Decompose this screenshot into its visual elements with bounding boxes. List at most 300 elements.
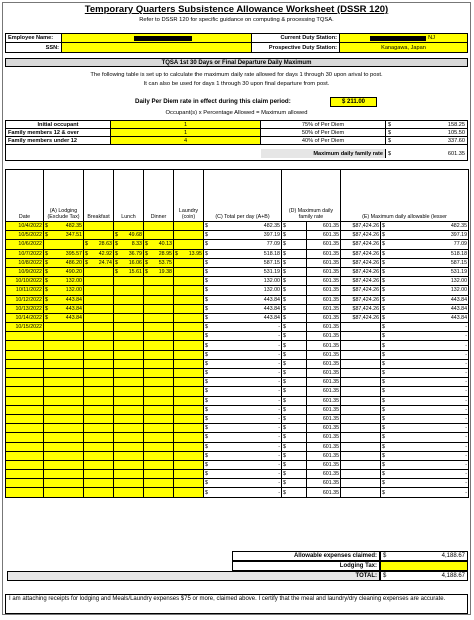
total-cell: $ - (205, 480, 280, 487)
laundry-input[interactable] (174, 313, 204, 322)
date-input[interactable]: 10/8/2022 (6, 258, 44, 267)
employee-name-field[interactable] (62, 34, 252, 42)
date-input[interactable] (6, 341, 44, 350)
total-cell: $ - (205, 379, 280, 386)
date-input[interactable]: 10/12/2022 (6, 295, 44, 304)
breakfast-input[interactable] (84, 414, 114, 423)
lodging-input[interactable] (44, 359, 84, 368)
lodging-input[interactable]: $ 482.35 (45, 223, 82, 230)
maxrate-cell: 601.35 (307, 442, 341, 451)
laundry-input[interactable] (174, 258, 204, 267)
breakfast-input[interactable] (84, 369, 114, 378)
table-row (6, 442, 469, 451)
total-cell: $ 132.00 (205, 278, 280, 285)
maxrate-dollar: $ (282, 405, 307, 414)
lodging-input[interactable] (44, 350, 84, 359)
laundry-input[interactable] (174, 451, 204, 460)
breakfast-input[interactable] (84, 396, 114, 405)
cumulative-cell: $87,424.26 (341, 240, 381, 249)
laundry-input[interactable] (174, 442, 204, 451)
table-row (6, 332, 469, 341)
worksheet-title: Temporary Quarters Subsistence Allowance Worksheet (DSSR 120) (84, 4, 389, 15)
employee-info-block (5, 33, 468, 53)
table-row (6, 369, 469, 378)
breakfast-input[interactable]: $ 42.92 (85, 250, 112, 257)
lunch-input[interactable] (114, 350, 144, 359)
lunch-input[interactable] (114, 341, 144, 350)
maxrate-dollar: $ (282, 277, 307, 286)
breakfast-input[interactable] (84, 387, 114, 396)
table-row (6, 240, 469, 249)
dinner-input[interactable] (144, 396, 174, 405)
laundry-input[interactable] (174, 240, 204, 249)
laundry-input[interactable] (174, 304, 204, 313)
lodging-tax-input[interactable] (380, 561, 468, 571)
allowable-claimed-value: $ 4,188.67 (380, 551, 468, 561)
maxrate-dollar: $ (282, 222, 307, 231)
breakfast-input[interactable] (84, 231, 114, 240)
date-input[interactable] (6, 479, 44, 488)
date-input[interactable] (6, 488, 44, 497)
per-diem-input[interactable]: $ 211.00 (330, 97, 377, 107)
lodging-input[interactable] (44, 405, 84, 414)
date-input[interactable] (6, 460, 44, 469)
breakfast-input[interactable] (84, 222, 114, 231)
laundry-input[interactable] (174, 488, 204, 497)
maxrate-dollar: $ (282, 332, 307, 341)
lodging-input[interactable]: $ 132.00 (45, 278, 82, 285)
cumulative-cell (341, 387, 381, 396)
lunch-input[interactable]: $ 8.33 (115, 241, 142, 248)
expense-table (5, 169, 469, 498)
maxrate-cell: 601.35 (307, 323, 341, 332)
lodging-input[interactable] (44, 470, 84, 479)
laundry-input[interactable] (174, 414, 204, 423)
lodging-input[interactable] (44, 488, 84, 497)
maxrate-dollar: $ (282, 433, 307, 442)
allowable-cell: $ 443.84 (382, 305, 468, 312)
breakfast-input[interactable] (84, 442, 114, 451)
dinner-input[interactable] (144, 350, 174, 359)
table-row (6, 359, 469, 368)
breakfast-input[interactable] (84, 277, 114, 286)
breakfast-input[interactable] (84, 424, 114, 433)
current-duty-label: Current Duty Station: (252, 34, 340, 42)
lunch-input[interactable]: $ 16.06 (115, 259, 142, 266)
breakfast-input[interactable] (84, 451, 114, 460)
date-input[interactable] (6, 433, 44, 442)
date-input[interactable]: 10/9/2022 (6, 267, 44, 276)
laundry-input[interactable] (174, 295, 204, 304)
maxrate-dollar: $ (282, 387, 307, 396)
lunch-input[interactable] (114, 451, 144, 460)
date-input[interactable] (6, 414, 44, 423)
date-input[interactable]: 10/15/2022 (6, 323, 44, 332)
maxrate-dollar: $ (282, 240, 307, 249)
date-input[interactable] (6, 350, 44, 359)
cumulative-cell: $87,424.26 (341, 258, 381, 267)
breakfast-input[interactable]: $ 28.63 (85, 241, 112, 248)
laundry-input[interactable] (174, 341, 204, 350)
dinner-input[interactable] (144, 424, 174, 433)
maxrate-cell: 601.35 (307, 387, 341, 396)
dinner-input[interactable] (144, 222, 174, 231)
maxrate-cell: 601.35 (307, 433, 341, 442)
lunch-input[interactable] (114, 369, 144, 378)
date-input[interactable]: 10/14/2022 (6, 313, 44, 322)
breakfast-input[interactable] (84, 267, 114, 276)
total-cell: $ 482.35 (205, 223, 280, 230)
table-header-row (6, 170, 469, 222)
dinner-input[interactable]: $ 53.75 (145, 259, 172, 266)
date-input[interactable]: 10/5/2022 (6, 231, 44, 240)
laundry-input[interactable] (174, 231, 204, 240)
current-duty-value: NJ (428, 35, 435, 41)
cumulative-cell (341, 451, 381, 460)
laundry-input[interactable] (174, 396, 204, 405)
maxrate-cell: 601.35 (307, 470, 341, 479)
lunch-input[interactable] (114, 479, 144, 488)
date-input[interactable] (6, 405, 44, 414)
lunch-input[interactable] (114, 222, 144, 231)
table-row (6, 231, 469, 240)
laundry-input[interactable] (174, 286, 204, 295)
maxrate-cell: 601.35 (307, 460, 341, 469)
lodging-input[interactable]: $ 347.51 (45, 232, 82, 239)
lodging-input[interactable] (44, 442, 84, 451)
total-cell: $ - (205, 434, 280, 441)
lodging-input[interactable] (44, 332, 84, 341)
total-cell: $ 132.00 (205, 287, 280, 294)
breakfast-input[interactable] (84, 488, 114, 497)
date-input[interactable]: 10/10/2022 (6, 277, 44, 286)
dinner-input[interactable] (144, 359, 174, 368)
date-input[interactable]: 10/7/2022 (6, 249, 44, 258)
maxrate-dollar: $ (282, 378, 307, 387)
table-row (6, 405, 469, 414)
total-cell: $ - (205, 461, 280, 468)
dinner-input[interactable] (144, 323, 174, 332)
date-input[interactable] (6, 396, 44, 405)
table-row (6, 387, 469, 396)
breakfast-input[interactable] (84, 304, 114, 313)
maxrate-dollar: $ (282, 231, 307, 240)
date-input[interactable] (6, 387, 44, 396)
maxrate-cell: 601.35 (307, 350, 341, 359)
lunch-input[interactable]: $ 36.79 (115, 250, 142, 257)
col-allowable: (E) Maximum daily allowable (lesser (341, 170, 469, 222)
lodging-input[interactable] (44, 387, 84, 396)
dinner-input[interactable] (144, 304, 174, 313)
allowable-cell: $ - (382, 480, 468, 487)
lunch-input[interactable] (114, 442, 144, 451)
date-input[interactable] (6, 378, 44, 387)
dinner-input[interactable] (144, 332, 174, 341)
maxrate-dollar: $ (282, 479, 307, 488)
maxrate-dollar: $ (282, 369, 307, 378)
allowable-cell: $ - (382, 324, 468, 331)
maxrate-cell: 601.35 (307, 231, 341, 240)
laundry-input[interactable] (174, 378, 204, 387)
lodging-input[interactable]: $ 395.57 (45, 250, 82, 257)
date-input[interactable]: 10/4/2022 (6, 222, 44, 231)
dinner-input[interactable] (144, 295, 174, 304)
lunch-input[interactable] (114, 304, 144, 313)
table-row (6, 295, 469, 304)
allowable-cell: $ - (382, 425, 468, 432)
total-cell: $ - (205, 471, 280, 478)
ssn-field[interactable] (62, 43, 252, 52)
lunch-input[interactable] (114, 359, 144, 368)
allowable-cell: $ - (382, 342, 468, 349)
lodging-input[interactable]: $ 490.20 (45, 269, 82, 276)
breakfast-input[interactable] (84, 433, 114, 442)
certification-text: I am attaching receipts for lodging and Meals/Laundry expenses $75 or more, claimed above. I certify that the meal and laundry/dry cleaning expenses are accurate. (5, 594, 468, 614)
maxrate-cell: 601.35 (307, 304, 341, 313)
dinner-input[interactable] (144, 231, 174, 240)
dinner-input[interactable]: $ 40.13 (145, 241, 172, 248)
employee-name-label: Employee Name: (6, 34, 62, 42)
date-input[interactable] (6, 332, 44, 341)
allowable-cell: $ 531.19 (382, 269, 468, 276)
lunch-input[interactable] (114, 405, 144, 414)
maxrate-dollar: $ (282, 313, 307, 322)
cumulative-cell (341, 442, 381, 451)
occupant-row (6, 137, 467, 145)
col-dinner: Dinner (144, 170, 174, 222)
lodging-input[interactable]: $ 486.20 (45, 259, 82, 266)
laundry-input[interactable] (174, 470, 204, 479)
table-row (6, 286, 469, 295)
laundry-input[interactable] (174, 405, 204, 414)
table-row (6, 378, 469, 387)
table-row (6, 396, 469, 405)
dinner-input[interactable] (144, 378, 174, 387)
allowable-cell: $ - (382, 360, 468, 367)
date-input[interactable] (6, 369, 44, 378)
lunch-input[interactable] (114, 378, 144, 387)
allowable-cell: $ - (382, 489, 468, 496)
breakfast-input[interactable] (84, 332, 114, 341)
table-row (6, 313, 469, 322)
occupant-max: $ 158.25 (388, 121, 465, 128)
total-cell: $ 531.19 (205, 269, 280, 276)
lodging-input[interactable] (44, 396, 84, 405)
date-input[interactable] (6, 470, 44, 479)
lunch-input[interactable]: $ 49.68 (115, 232, 142, 239)
dinner-input[interactable] (144, 277, 174, 286)
dinner-input[interactable] (144, 442, 174, 451)
total-cell: $ 443.84 (205, 305, 280, 312)
dinner-input[interactable] (144, 479, 174, 488)
lodging-tax-label: Lodging Tax: (232, 561, 380, 571)
dinner-input[interactable] (144, 433, 174, 442)
cumulative-cell (341, 359, 381, 368)
laundry-input[interactable] (174, 424, 204, 433)
dinner-input[interactable]: $ 19.38 (145, 269, 172, 276)
lunch-input[interactable]: $ 15.61 (115, 269, 142, 276)
lodging-input[interactable] (44, 414, 84, 423)
dinner-input[interactable] (144, 460, 174, 469)
dinner-input[interactable] (144, 313, 174, 322)
lunch-input[interactable] (114, 470, 144, 479)
cumulative-cell: $87,424.26 (341, 249, 381, 258)
lodging-input[interactable] (44, 451, 84, 460)
dinner-input[interactable] (144, 387, 174, 396)
occupant-count-input[interactable]: 1 (111, 129, 261, 136)
lodging-input[interactable] (44, 460, 84, 469)
breakfast-input[interactable] (84, 359, 114, 368)
lunch-input[interactable] (114, 277, 144, 286)
lodging-input[interactable] (44, 369, 84, 378)
laundry-input[interactable] (174, 433, 204, 442)
laundry-input[interactable] (174, 479, 204, 488)
maxrate-dollar: $ (282, 304, 307, 313)
prospective-duty-field[interactable] (340, 43, 467, 52)
date-input[interactable] (6, 442, 44, 451)
lodging-input[interactable]: $ 443.84 (45, 296, 82, 303)
col-lodging: (A) Lodging (Exclude Tax) (44, 170, 84, 222)
total-cell: $ - (205, 342, 280, 349)
dinner-input[interactable]: $ 28.95 (145, 250, 172, 257)
date-input[interactable] (6, 359, 44, 368)
breakfast-input[interactable] (84, 479, 114, 488)
maxrate-dollar: $ (282, 470, 307, 479)
laundry-input[interactable] (174, 323, 204, 332)
lunch-input[interactable] (114, 286, 144, 295)
maxrate-dollar: $ (282, 323, 307, 332)
allowable-cell: $ 397.19 (382, 232, 468, 239)
lodging-input[interactable] (44, 424, 84, 433)
lunch-input[interactable] (114, 323, 144, 332)
dinner-input[interactable] (144, 488, 174, 497)
lodging-input[interactable] (44, 323, 84, 332)
date-input[interactable]: 10/6/2022 (6, 240, 44, 249)
lodging-input[interactable]: $ 443.84 (45, 314, 82, 321)
lunch-input[interactable] (114, 414, 144, 423)
laundry-input[interactable] (174, 350, 204, 359)
laundry-input[interactable] (174, 387, 204, 396)
allowable-cell: $ 443.84 (382, 296, 468, 303)
dinner-input[interactable] (144, 369, 174, 378)
total-label: TOTAL: (7, 571, 380, 581)
table-row (6, 341, 469, 350)
cumulative-cell: $87,424.26 (341, 277, 381, 286)
maxrate-cell: 601.35 (307, 295, 341, 304)
maxrate-dollar: $ (282, 414, 307, 423)
breakfast-input[interactable] (84, 323, 114, 332)
lunch-input[interactable] (114, 433, 144, 442)
lunch-input[interactable] (114, 332, 144, 341)
allowable-cell: $ 482.35 (382, 223, 468, 230)
breakfast-input[interactable] (84, 378, 114, 387)
total-cell: $ 518.18 (205, 250, 280, 257)
dinner-input[interactable] (144, 405, 174, 414)
breakfast-input[interactable] (84, 295, 114, 304)
breakfast-input[interactable] (84, 286, 114, 295)
lodging-input[interactable] (44, 240, 84, 249)
lunch-input[interactable] (114, 460, 144, 469)
breakfast-input[interactable] (84, 313, 114, 322)
table-row (6, 249, 469, 258)
dinner-input[interactable] (144, 286, 174, 295)
laundry-input[interactable] (174, 359, 204, 368)
dinner-input[interactable] (144, 451, 174, 460)
breakfast-input[interactable] (84, 405, 114, 414)
lunch-input[interactable] (114, 313, 144, 322)
total-cell: $ - (205, 452, 280, 459)
allowable-cell: $ - (382, 416, 468, 423)
laundry-input[interactable] (174, 267, 204, 276)
breakfast-input[interactable] (84, 460, 114, 469)
occupant-count-input[interactable]: 4 (111, 137, 261, 144)
dinner-input[interactable] (144, 414, 174, 423)
lunch-input[interactable] (114, 387, 144, 396)
breakfast-input[interactable] (84, 350, 114, 359)
occupant-count-input[interactable]: 1 (111, 121, 261, 128)
laundry-input[interactable] (174, 277, 204, 286)
cumulative-cell (341, 460, 381, 469)
maxrate-dollar: $ (282, 488, 307, 497)
lodging-input[interactable] (44, 341, 84, 350)
lunch-input[interactable] (114, 295, 144, 304)
col-total: (C) Total per day (A+B) (204, 170, 282, 222)
laundry-input[interactable] (174, 332, 204, 341)
allowable-cell: $ 132.00 (382, 278, 468, 285)
section-title: TQSA 1st 30 Days or Final Departure Daily Maximum (5, 58, 468, 67)
laundry-input[interactable] (174, 460, 204, 469)
allowable-cell: $ - (382, 379, 468, 386)
table-row (6, 222, 469, 231)
current-duty-field[interactable] (340, 34, 467, 42)
allowable-cell: $ - (382, 333, 468, 340)
dinner-input[interactable] (144, 470, 174, 479)
lunch-input[interactable] (114, 488, 144, 497)
total-cell: $ - (205, 397, 280, 404)
breakfast-input[interactable] (84, 341, 114, 350)
maxrate-cell: 601.35 (307, 313, 341, 322)
cumulative-cell (341, 488, 381, 497)
allowable-cell: $ - (382, 397, 468, 404)
allowable-cell: $ 77.09 (382, 241, 468, 248)
total-cell: $ - (205, 406, 280, 413)
laundry-input[interactable]: $ 13.95 (175, 250, 202, 257)
allowable-cell: $ - (382, 471, 468, 478)
lodging-input[interactable] (44, 378, 84, 387)
lodging-input[interactable] (44, 479, 84, 488)
date-input[interactable] (6, 424, 44, 433)
breakfast-input[interactable]: $ 24.74 (85, 259, 112, 266)
dinner-input[interactable] (144, 341, 174, 350)
lodging-input[interactable] (44, 433, 84, 442)
maxrate-dollar: $ (282, 359, 307, 368)
laundry-input[interactable] (174, 222, 204, 231)
breakfast-input[interactable] (84, 470, 114, 479)
lodging-input[interactable]: $ 443.84 (45, 305, 82, 312)
laundry-input[interactable] (174, 369, 204, 378)
date-input[interactable]: 10/11/2022 (6, 286, 44, 295)
date-input[interactable]: 10/13/2022 (6, 304, 44, 313)
lunch-input[interactable] (114, 424, 144, 433)
lodging-input[interactable]: $ 132.00 (45, 287, 82, 294)
date-input[interactable] (6, 451, 44, 460)
table-row (6, 451, 469, 460)
cumulative-cell (341, 479, 381, 488)
allowable-cell: $ - (382, 370, 468, 377)
lunch-input[interactable] (114, 396, 144, 405)
cumulative-cell: $87,424.26 (341, 231, 381, 240)
col-laundry: Laundry (coin) (174, 170, 204, 222)
